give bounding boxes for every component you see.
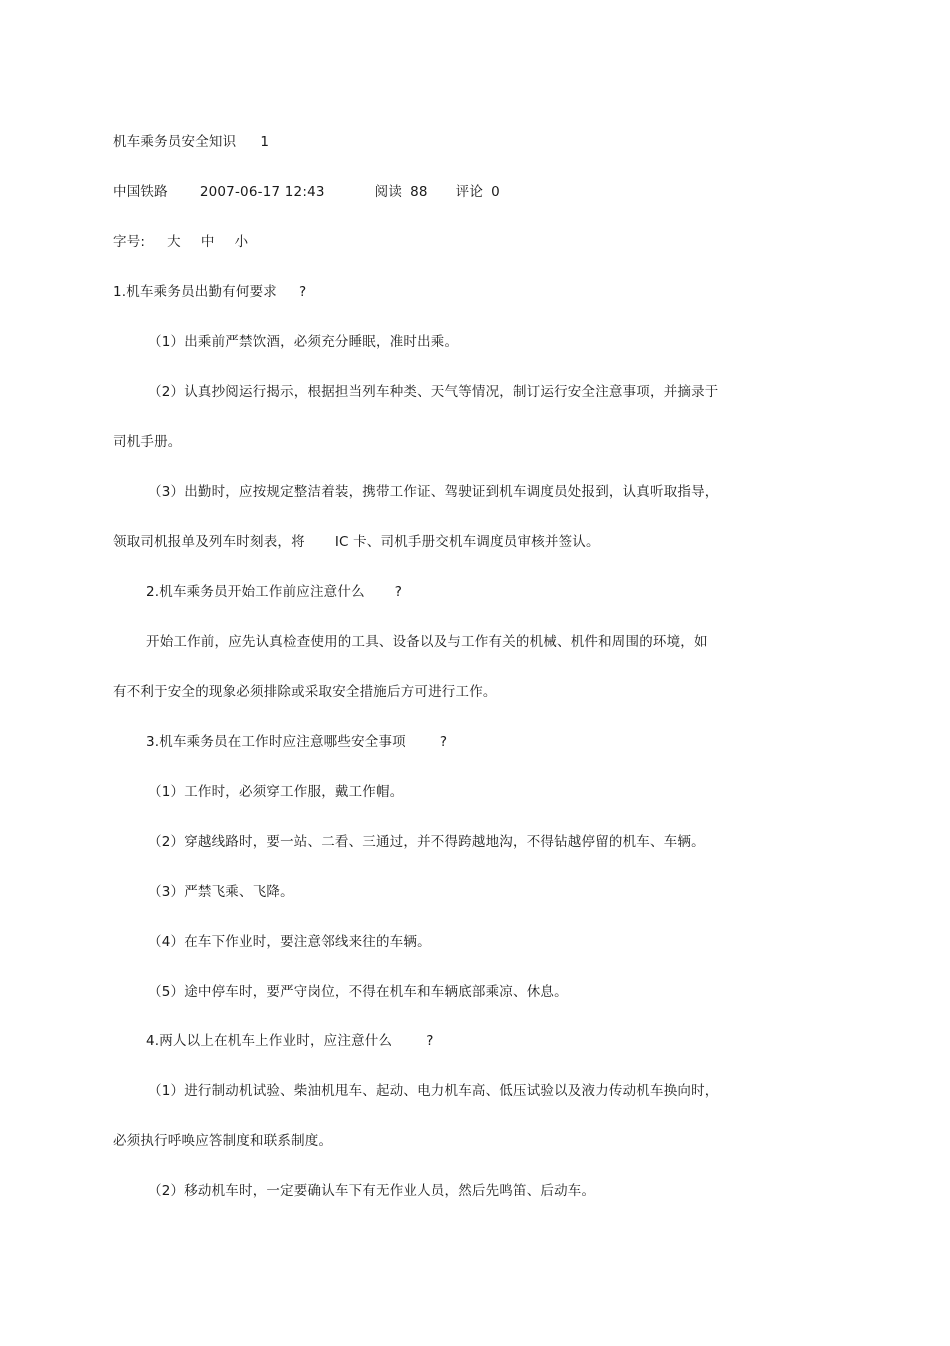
title-number: 1 — [260, 134, 270, 150]
paragraph-line: 必须执行呼唤应答制度和联系制度。 — [113, 1133, 333, 1149]
paragraph-line: （5）途中停车时，要严守岗位，不得在机车和车辆底部乘凉、休息。 — [148, 984, 568, 1000]
paragraph-line: 领取司机报单及列车时刻表，将 IC 卡、司机手册交机车调度员审核并签认。 — [113, 534, 600, 550]
font-size-label: 字号: — [113, 234, 146, 250]
paragraph-line: 开始工作前，应先认真检查使用的工具、设备以及与工作有关的机械、机件和周围的环境，如 — [146, 634, 708, 650]
paragraph-line: （1）进行制动机试验、柴油机甩车、起动、电力机车高、低压试验以及液力传动机车换向时， — [148, 1083, 719, 1099]
font-size-medium-link[interactable]: 中 — [200, 234, 215, 250]
title-text: 机车乘务员安全知识 — [113, 134, 237, 150]
page-title — [113, 133, 269, 151]
font-size-small-link[interactable]: 小 — [234, 234, 249, 250]
question-heading: 4.两人以上在机车上作业时，应注意什么 ? — [146, 1033, 434, 1049]
paragraph-line: （1）出乘前严禁饮酒，必须充分睡眠，准时出乘。 — [148, 334, 459, 350]
paragraph-line: （3）严禁飞乘、飞降。 — [148, 884, 294, 900]
font-size-selector — [113, 233, 248, 251]
reads-count: 88 — [410, 184, 428, 200]
paragraph-line: （4）在车下作业时，要注意邻线来往的车辆。 — [148, 934, 431, 950]
paragraph-line: （3）出勤时，应按规定整洁着装，携带工作证、驾驶证到机车调度员处报到，认真听取指导， — [148, 484, 719, 500]
question-heading: 2.机车乘务员开始工作前应注意什么 ? — [146, 584, 403, 600]
paragraph-line: 司机手册。 — [113, 434, 182, 450]
paragraph-line: （1）工作时，必须穿工作服，戴工作帽。 — [148, 784, 404, 800]
paragraph-line: 有不利于安全的现象必须排除或采取安全措施后方可进行工作。 — [113, 684, 497, 700]
paragraph-line: （2）认真抄阅运行揭示，根据担当列车种类、天气等情况，制订运行安全注意事项，并摘录于 — [148, 384, 719, 400]
question-heading: 3.机车乘务员在工作时应注意哪些安全事项 ? — [146, 734, 448, 750]
paragraph-line: （2）穿越线路时，要一站、二看、三通过，并不得跨越地沟，不得钻越停留的机车、车辆。 — [148, 834, 705, 850]
datetime-text: 2007-06-17 12:43 — [199, 184, 325, 200]
meta-line — [113, 183, 500, 201]
reads-label: 阅读 — [374, 184, 403, 200]
comments-count: 0 — [491, 184, 500, 200]
font-size-large-link[interactable]: 大 — [167, 234, 181, 250]
comments-label: 评论 — [455, 184, 484, 200]
question-heading: 1.机车乘务员出勤有何要求 ? — [113, 284, 307, 300]
source-text: 中国铁路 — [113, 184, 168, 200]
paragraph-line: （2）移动机车时，一定要确认车下有无作业人员，然后先鸣笛、后动车。 — [148, 1183, 596, 1199]
